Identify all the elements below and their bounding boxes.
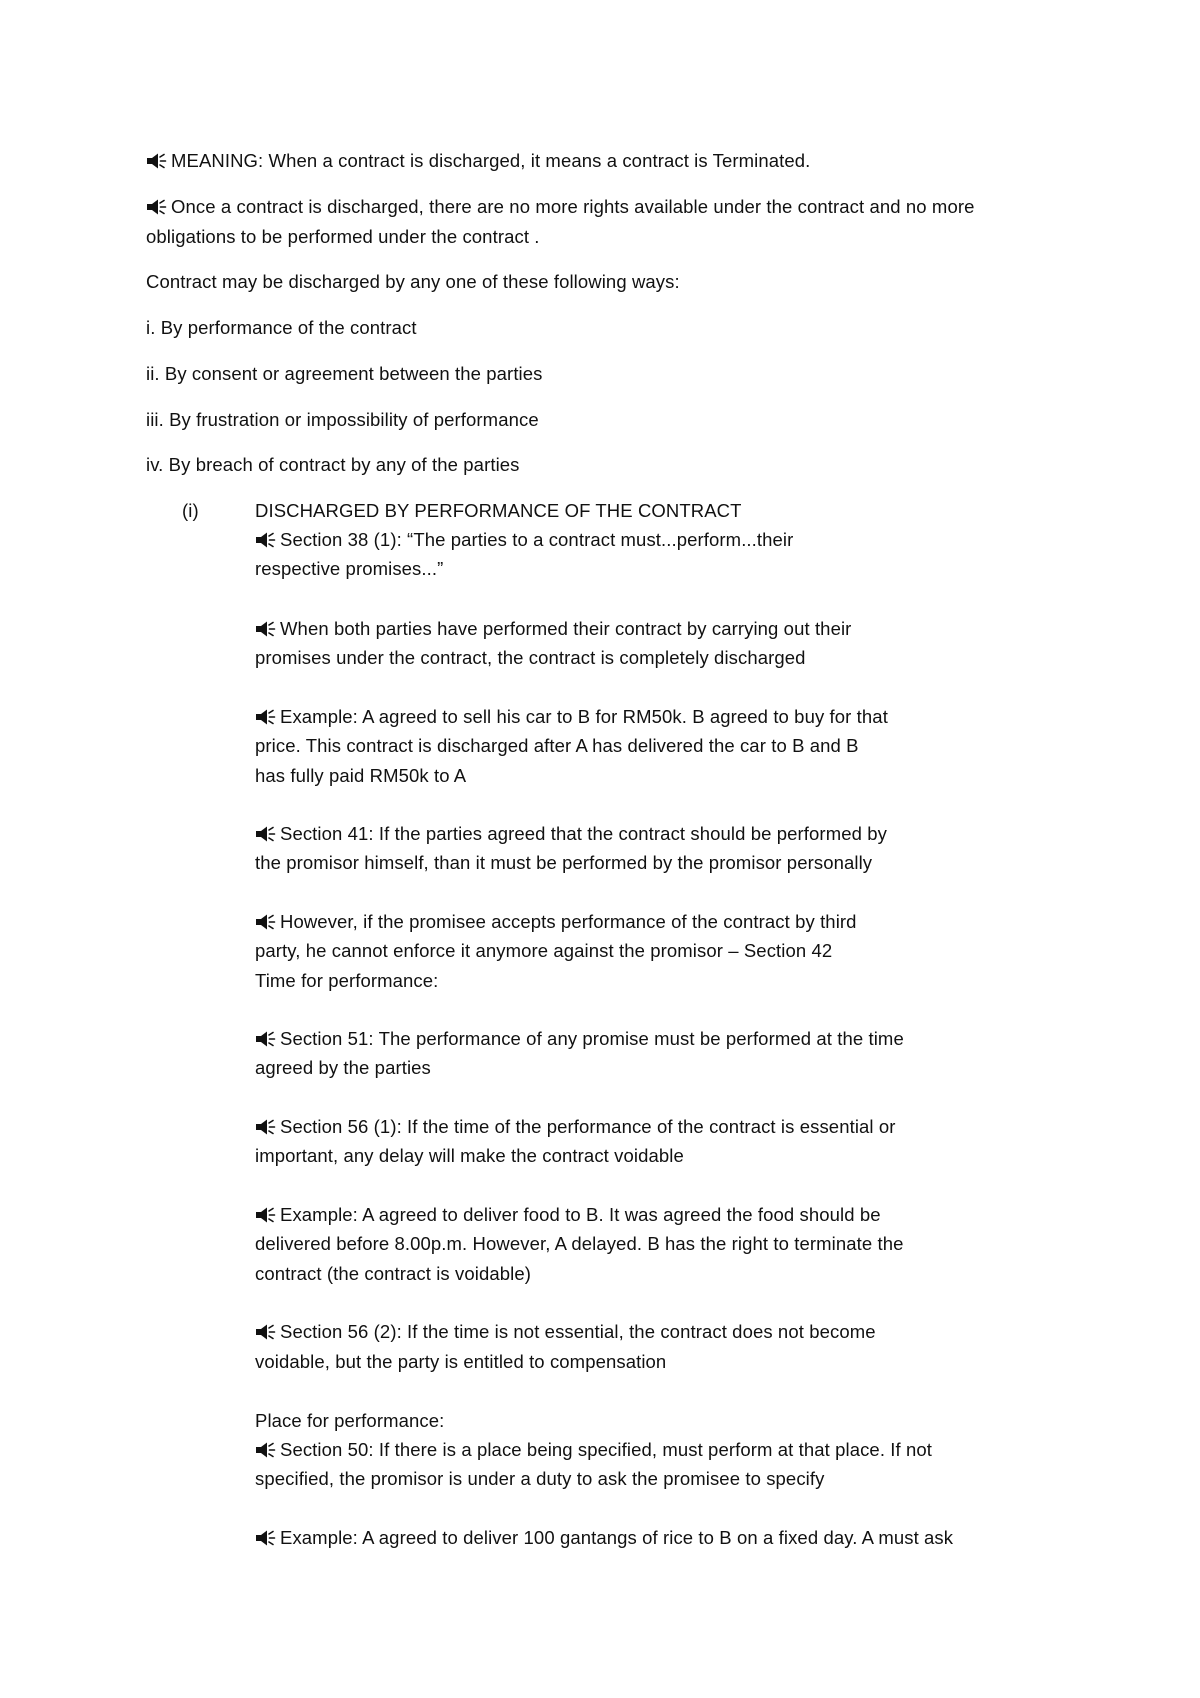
intro-line [146,408,539,432]
section-line [255,646,806,670]
section-line [255,1467,824,1491]
line-text: respective promises...” [255,558,444,579]
line-text: Section 50: If there is a place being specified, must perform at that place. If not [280,1439,933,1460]
speaker-bullet-icon [255,825,277,843]
intro-line [146,149,810,173]
section-line [255,1115,896,1139]
section-line [255,1438,932,1462]
line-text: Section 38 (1): “The parties to a contract must...perform...their [280,529,794,550]
speaker-bullet-icon [255,1206,277,1224]
line-text: When both parties have performed their contract by carrying out their [280,618,852,639]
line-text: iv. By breach of contract by any of the parties [146,454,520,475]
line-text: Example: A agreed to deliver food to B. It was agreed the food should be [280,1204,881,1225]
section-line [255,822,887,846]
line-text: obligations to be performed under the contract . [146,226,540,247]
line-text: iii. By frustration or impossibility of performance [146,409,539,430]
intro-line [146,316,417,340]
section-line [255,1232,904,1256]
intro-line [146,362,543,386]
section-line [255,939,832,963]
section-line [255,1144,684,1168]
section-line [255,969,438,993]
section-line [255,764,466,788]
speaker-bullet-icon [255,1118,277,1136]
section-line [255,1409,444,1433]
intro-line [146,195,974,219]
section-line [255,1320,876,1344]
section-line [255,910,857,934]
speaker-bullet-icon [255,913,277,931]
speaker-bullet-icon [255,708,277,726]
line-text: Place for performance: [255,1410,445,1431]
speaker-bullet-icon [146,198,168,216]
line-text: Example: A agreed to deliver 100 gantangs of rice to B on a fixed day. A must ask [280,1527,954,1548]
line-text: i. By performance of the contract [146,317,417,338]
line-text: Example: A agreed to sell his car to B for RM50k. B agreed to buy for that [280,706,888,727]
line-text: the promisor himself, than it must be performed by the promisor personally [255,852,873,873]
section-line [255,1027,904,1051]
section-line [255,705,888,729]
line-text: Section 51: The performance of any promise must be performed at the time [280,1028,904,1049]
speaker-bullet-icon [255,1441,277,1459]
line-text: Section 56 (1): If the time of the performance of the contract is essential or [280,1116,896,1137]
line-text: specified, the promisor is under a duty to ask the promisee to specify [255,1468,825,1489]
line-text: MEANING: When a contract is discharged, it means a contract is Terminated. [171,150,811,171]
section-heading: DISCHARGED BY PERFORMANCE OF THE CONTRACT [255,500,742,521]
line-text: agreed by the parties [255,1057,431,1078]
line-text: contract (the contract is voidable) [255,1263,531,1284]
intro-line [146,225,540,249]
line-text: voidable, but the party is entitled to compensation [255,1351,667,1372]
speaker-bullet-icon [255,531,277,549]
line-text: Section 56 (2): If the time is not essential, the contract does not become [280,1321,876,1342]
section-line [255,1056,431,1080]
intro-line [146,270,680,294]
line-text: However, if the promisee accepts performance of the contract by third [280,911,857,932]
line-text: has fully paid RM50k to A [255,765,467,786]
section-line [255,851,872,875]
line-text: Time for performance: [255,970,439,991]
speaker-bullet-icon [255,1030,277,1048]
line-text: Section 41: If the parties agreed that the contract should be performed by [280,823,887,844]
section-line [255,557,443,581]
line-text: important, any delay will make the contract voidable [255,1145,684,1166]
line-text: ii. By consent or agreement between the parties [146,363,543,384]
section-line [255,1350,666,1374]
section-line [255,1262,531,1286]
speaker-bullet-icon [255,1323,277,1341]
intro-line [146,453,520,477]
line-text: price. This contract is discharged after A has delivered the car to B and B [255,735,859,756]
section-line [255,528,793,552]
speaker-bullet-icon [255,620,277,638]
section-line [255,617,851,641]
speaker-bullet-icon [146,152,168,170]
section-line [255,1203,881,1227]
line-text: promises under the contract, the contract is completely discharged [255,647,806,668]
line-text: delivered before 8.00p.m. However, A delayed. B has the right to terminate the [255,1233,904,1254]
line-text: party, he cannot enforce it anymore against the promisor – Section 42 [255,940,833,961]
speaker-bullet-icon [255,1529,277,1547]
section-line [255,734,859,758]
line-text: Once a contract is discharged, there are no more rights available under the contract and no more [171,196,975,217]
section-line [255,1526,953,1550]
section-number: (i) [182,500,199,521]
line-text: Contract may be discharged by any one of these following ways: [146,271,680,292]
